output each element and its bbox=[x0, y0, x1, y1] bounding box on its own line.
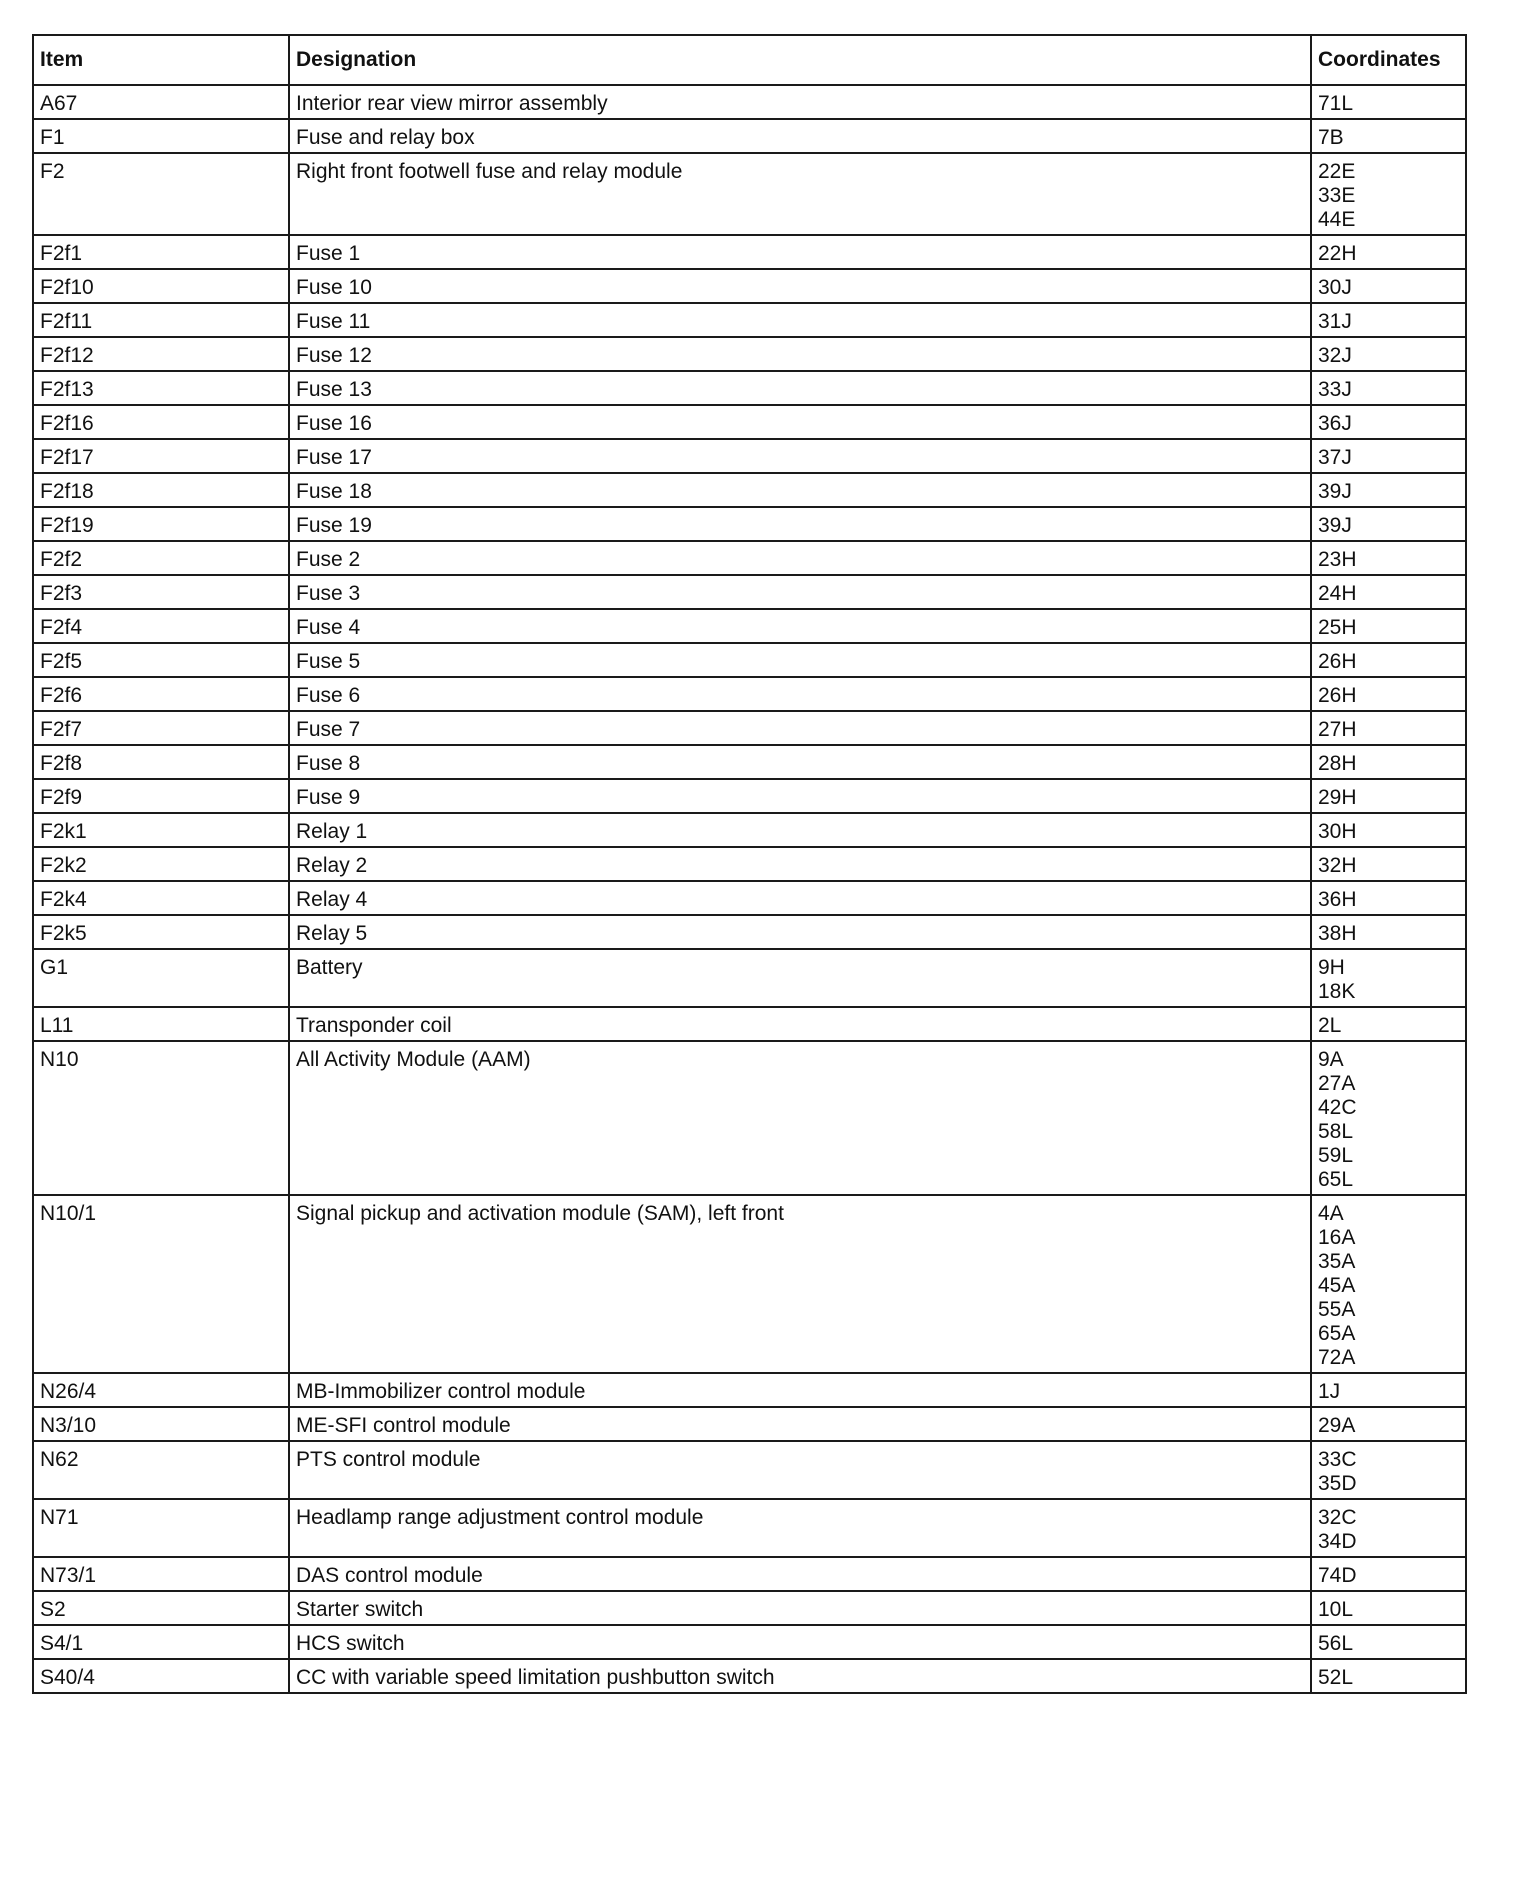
table-row bbox=[33, 153, 1466, 235]
table-row bbox=[33, 949, 1466, 1007]
coordinates-cell bbox=[1311, 153, 1466, 235]
coordinate-value: 10L bbox=[1318, 1598, 1354, 1621]
table-row bbox=[33, 1625, 1466, 1659]
table-row bbox=[33, 779, 1466, 813]
coordinate-value: 33E bbox=[1318, 184, 1356, 207]
coordinate-value: 74D bbox=[1318, 1564, 1357, 1587]
item-cell: F2f9 bbox=[33, 779, 289, 813]
item-cell: F2f6 bbox=[33, 677, 289, 711]
coordinate-value: 35A bbox=[1318, 1250, 1356, 1273]
designation-cell: Headlamp range adjustment control module bbox=[289, 1499, 1311, 1557]
designation-cell: Fuse 4 bbox=[289, 609, 1311, 643]
coordinates-cell bbox=[1311, 575, 1466, 609]
item-cell: A67 bbox=[33, 85, 289, 119]
coordinates-cell bbox=[1311, 507, 1466, 541]
coordinates-cell bbox=[1311, 779, 1466, 813]
coordinate-value: 39J bbox=[1318, 480, 1352, 503]
coordinates-cell bbox=[1311, 711, 1466, 745]
designation-cell: Fuse 18 bbox=[289, 473, 1311, 507]
coordinate-value: 22H bbox=[1318, 242, 1357, 265]
item-cell: F2f11 bbox=[33, 303, 289, 337]
item-cell: N73/1 bbox=[33, 1557, 289, 1591]
table-row bbox=[33, 1441, 1466, 1499]
coordinate-value: 32C bbox=[1318, 1506, 1357, 1529]
designation-cell: Fuse 16 bbox=[289, 405, 1311, 439]
coordinate-value: 65A bbox=[1318, 1322, 1356, 1345]
coordinates-cell bbox=[1311, 677, 1466, 711]
coordinate-value: 18K bbox=[1318, 980, 1356, 1003]
coordinate-value: 33J bbox=[1318, 378, 1352, 401]
table-row bbox=[33, 1557, 1466, 1591]
table-row bbox=[33, 303, 1466, 337]
table-row bbox=[33, 85, 1466, 119]
header-row bbox=[33, 35, 1466, 85]
coordinate-value: 26H bbox=[1318, 684, 1357, 707]
coordinate-value: 39J bbox=[1318, 514, 1352, 537]
table-row bbox=[33, 235, 1466, 269]
item-cell: F2f12 bbox=[33, 337, 289, 371]
item-cell: S4/1 bbox=[33, 1625, 289, 1659]
designation-cell: DAS control module bbox=[289, 1557, 1311, 1591]
coordinate-value: 30J bbox=[1318, 276, 1352, 299]
item-cell: F2k2 bbox=[33, 847, 289, 881]
table-row bbox=[33, 439, 1466, 473]
item-cell: F2f18 bbox=[33, 473, 289, 507]
coordinate-value: 37J bbox=[1318, 446, 1352, 469]
coordinates-cell bbox=[1311, 1195, 1466, 1373]
item-cell: F2k5 bbox=[33, 915, 289, 949]
coordinates-cell bbox=[1311, 1499, 1466, 1557]
coordinate-value: 29H bbox=[1318, 786, 1357, 809]
item-cell: S40/4 bbox=[33, 1659, 289, 1693]
table-row bbox=[33, 1041, 1466, 1195]
designation-cell: Fuse 13 bbox=[289, 371, 1311, 405]
item-cell: G1 bbox=[33, 949, 289, 1007]
designation-cell: Relay 2 bbox=[289, 847, 1311, 881]
table-row bbox=[33, 541, 1466, 575]
table-row bbox=[33, 269, 1466, 303]
coordinates-cell bbox=[1311, 1007, 1466, 1041]
table-row bbox=[33, 1373, 1466, 1407]
coordinate-value: 26H bbox=[1318, 650, 1357, 673]
coordinates-cell bbox=[1311, 541, 1466, 575]
coordinate-value: 33C bbox=[1318, 1448, 1357, 1471]
designation-cell: Transponder coil bbox=[289, 1007, 1311, 1041]
table-row bbox=[33, 405, 1466, 439]
coordinate-value: 1J bbox=[1318, 1380, 1341, 1403]
item-cell: N10 bbox=[33, 1041, 289, 1195]
table-row bbox=[33, 473, 1466, 507]
designation-cell: Fuse 7 bbox=[289, 711, 1311, 745]
item-cell: F1 bbox=[33, 119, 289, 153]
table-row bbox=[33, 1195, 1466, 1373]
coordinate-value: 58L bbox=[1318, 1120, 1354, 1143]
designation-cell: Fuse 9 bbox=[289, 779, 1311, 813]
coordinates-cell bbox=[1311, 269, 1466, 303]
table-row bbox=[33, 1591, 1466, 1625]
item-cell: F2f10 bbox=[33, 269, 289, 303]
coordinate-value: 52L bbox=[1318, 1666, 1354, 1689]
item-cell: F2f7 bbox=[33, 711, 289, 745]
coordinate-value: 28H bbox=[1318, 752, 1357, 775]
coordinate-value: 7B bbox=[1318, 126, 1344, 149]
coordinate-value: 35D bbox=[1318, 1472, 1357, 1495]
item-cell: F2k1 bbox=[33, 813, 289, 847]
coordinates-cell bbox=[1311, 119, 1466, 153]
coordinate-value: 71L bbox=[1318, 92, 1354, 115]
designation-cell: Fuse 6 bbox=[289, 677, 1311, 711]
designation-cell: Fuse 2 bbox=[289, 541, 1311, 575]
coordinate-value: 24H bbox=[1318, 582, 1357, 605]
coordinates-cell bbox=[1311, 813, 1466, 847]
designation-cell: Relay 4 bbox=[289, 881, 1311, 915]
coordinates-cell bbox=[1311, 881, 1466, 915]
table-row bbox=[33, 1007, 1466, 1041]
designation-cell: Fuse and relay box bbox=[289, 119, 1311, 153]
coordinate-value: 30H bbox=[1318, 820, 1357, 843]
table-row bbox=[33, 745, 1466, 779]
coordinates-cell bbox=[1311, 473, 1466, 507]
coordinates-cell bbox=[1311, 1659, 1466, 1693]
table-body bbox=[33, 85, 1466, 1693]
designation-cell: ME-SFI control module bbox=[289, 1407, 1311, 1441]
table-row bbox=[33, 575, 1466, 609]
coordinates-cell bbox=[1311, 1557, 1466, 1591]
designation-cell: Relay 1 bbox=[289, 813, 1311, 847]
designation-cell: Fuse 3 bbox=[289, 575, 1311, 609]
coordinates-cell bbox=[1311, 643, 1466, 677]
coordinates-cell bbox=[1311, 439, 1466, 473]
item-cell: N62 bbox=[33, 1441, 289, 1499]
coordinates-cell bbox=[1311, 609, 1466, 643]
coordinates-cell bbox=[1311, 1041, 1466, 1195]
coordinate-value: 32J bbox=[1318, 344, 1352, 367]
designation-cell: Fuse 8 bbox=[289, 745, 1311, 779]
item-cell: F2f13 bbox=[33, 371, 289, 405]
table-row bbox=[33, 881, 1466, 915]
table-row bbox=[33, 119, 1466, 153]
coordinate-value: 36H bbox=[1318, 888, 1357, 911]
header-coordinates: Coordinates bbox=[1311, 35, 1466, 85]
coordinates-cell bbox=[1311, 915, 1466, 949]
item-cell: F2f19 bbox=[33, 507, 289, 541]
designation-cell: Signal pickup and activation module (SAM), left front bbox=[289, 1195, 1311, 1373]
table-row bbox=[33, 643, 1466, 677]
item-cell: F2f4 bbox=[33, 609, 289, 643]
item-cell: N71 bbox=[33, 1499, 289, 1557]
designation-cell: Fuse 17 bbox=[289, 439, 1311, 473]
item-cell: F2f16 bbox=[33, 405, 289, 439]
coordinates-cell bbox=[1311, 405, 1466, 439]
coordinate-value: 31J bbox=[1318, 310, 1352, 333]
item-cell: F2 bbox=[33, 153, 289, 235]
coordinate-value: 44E bbox=[1318, 208, 1356, 231]
designation-cell: PTS control module bbox=[289, 1441, 1311, 1499]
designation-cell: MB-Immobilizer control module bbox=[289, 1373, 1311, 1407]
coordinate-value: 25H bbox=[1318, 616, 1357, 639]
coordinates-cell bbox=[1311, 371, 1466, 405]
item-cell: N26/4 bbox=[33, 1373, 289, 1407]
table-row bbox=[33, 337, 1466, 371]
designation-cell: Starter switch bbox=[289, 1591, 1311, 1625]
coordinates-cell bbox=[1311, 85, 1466, 119]
coordinates-cell bbox=[1311, 337, 1466, 371]
coordinate-value: 45A bbox=[1318, 1274, 1356, 1297]
coordinates-cell bbox=[1311, 745, 1466, 779]
coordinate-value: 72A bbox=[1318, 1346, 1356, 1369]
coordinate-value: 29A bbox=[1318, 1414, 1356, 1437]
coordinate-value: 4A bbox=[1318, 1202, 1344, 1225]
item-cell: F2f1 bbox=[33, 235, 289, 269]
item-cell: L11 bbox=[33, 1007, 289, 1041]
item-cell: F2f2 bbox=[33, 541, 289, 575]
header-designation: Designation bbox=[289, 35, 1311, 85]
designation-cell: Relay 5 bbox=[289, 915, 1311, 949]
coordinate-value: 16A bbox=[1318, 1226, 1356, 1249]
item-cell: F2f3 bbox=[33, 575, 289, 609]
coordinate-value: 23H bbox=[1318, 548, 1357, 571]
coordinates-cell bbox=[1311, 1441, 1466, 1499]
coordinate-value: 27A bbox=[1318, 1072, 1356, 1095]
coordinate-value: 65L bbox=[1318, 1168, 1354, 1191]
designation-cell: All Activity Module (AAM) bbox=[289, 1041, 1311, 1195]
designation-cell: Fuse 11 bbox=[289, 303, 1311, 337]
coordinate-value: 36J bbox=[1318, 412, 1352, 435]
designation-cell: Right front footwell fuse and relay module bbox=[289, 153, 1311, 235]
coordinates-cell bbox=[1311, 303, 1466, 337]
header-item: Item bbox=[33, 35, 289, 85]
designation-cell: HCS switch bbox=[289, 1625, 1311, 1659]
item-cell: F2f5 bbox=[33, 643, 289, 677]
designation-cell: Fuse 19 bbox=[289, 507, 1311, 541]
coordinates-cell bbox=[1311, 235, 1466, 269]
coordinate-value: 38H bbox=[1318, 922, 1357, 945]
designation-cell: CC with variable speed limitation pushbutton switch bbox=[289, 1659, 1311, 1693]
table-row bbox=[33, 1499, 1466, 1557]
table-row bbox=[33, 915, 1466, 949]
item-cell: S2 bbox=[33, 1591, 289, 1625]
designation-cell: Interior rear view mirror assembly bbox=[289, 85, 1311, 119]
coordinate-value: 32H bbox=[1318, 854, 1357, 877]
item-cell: F2f8 bbox=[33, 745, 289, 779]
designation-cell: Fuse 1 bbox=[289, 235, 1311, 269]
table-row bbox=[33, 507, 1466, 541]
table-row bbox=[33, 677, 1466, 711]
coordinates-cell bbox=[1311, 949, 1466, 1007]
coordinate-value: 59L bbox=[1318, 1144, 1354, 1167]
coordinate-value: 9H bbox=[1318, 956, 1345, 979]
item-cell: N3/10 bbox=[33, 1407, 289, 1441]
table-row bbox=[33, 847, 1466, 881]
table-row bbox=[33, 1659, 1466, 1693]
coordinates-cell bbox=[1311, 1591, 1466, 1625]
coordinate-value: 27H bbox=[1318, 718, 1357, 741]
table-row bbox=[33, 1407, 1466, 1441]
coordinate-value: 55A bbox=[1318, 1298, 1356, 1321]
item-cell: F2k4 bbox=[33, 881, 289, 915]
coordinate-value: 22E bbox=[1318, 160, 1356, 183]
item-cell: F2f17 bbox=[33, 439, 289, 473]
coordinates-cell bbox=[1311, 1625, 1466, 1659]
designation-cell: Fuse 10 bbox=[289, 269, 1311, 303]
coordinate-value: 56L bbox=[1318, 1632, 1354, 1655]
table-row bbox=[33, 371, 1466, 405]
designation-cell: Fuse 5 bbox=[289, 643, 1311, 677]
coordinates-cell bbox=[1311, 1373, 1466, 1407]
table-row bbox=[33, 711, 1466, 745]
coordinates-cell bbox=[1311, 847, 1466, 881]
table-row bbox=[33, 813, 1466, 847]
designation-table bbox=[32, 34, 1467, 1694]
table-row bbox=[33, 609, 1466, 643]
designation-cell: Fuse 12 bbox=[289, 337, 1311, 371]
coordinate-value: 2L bbox=[1318, 1014, 1342, 1037]
coordinate-value: 9A bbox=[1318, 1048, 1344, 1071]
item-cell: N10/1 bbox=[33, 1195, 289, 1373]
coordinate-value: 42C bbox=[1318, 1096, 1357, 1119]
designation-cell: Battery bbox=[289, 949, 1311, 1007]
coordinate-value: 34D bbox=[1318, 1530, 1357, 1553]
coordinates-cell bbox=[1311, 1407, 1466, 1441]
